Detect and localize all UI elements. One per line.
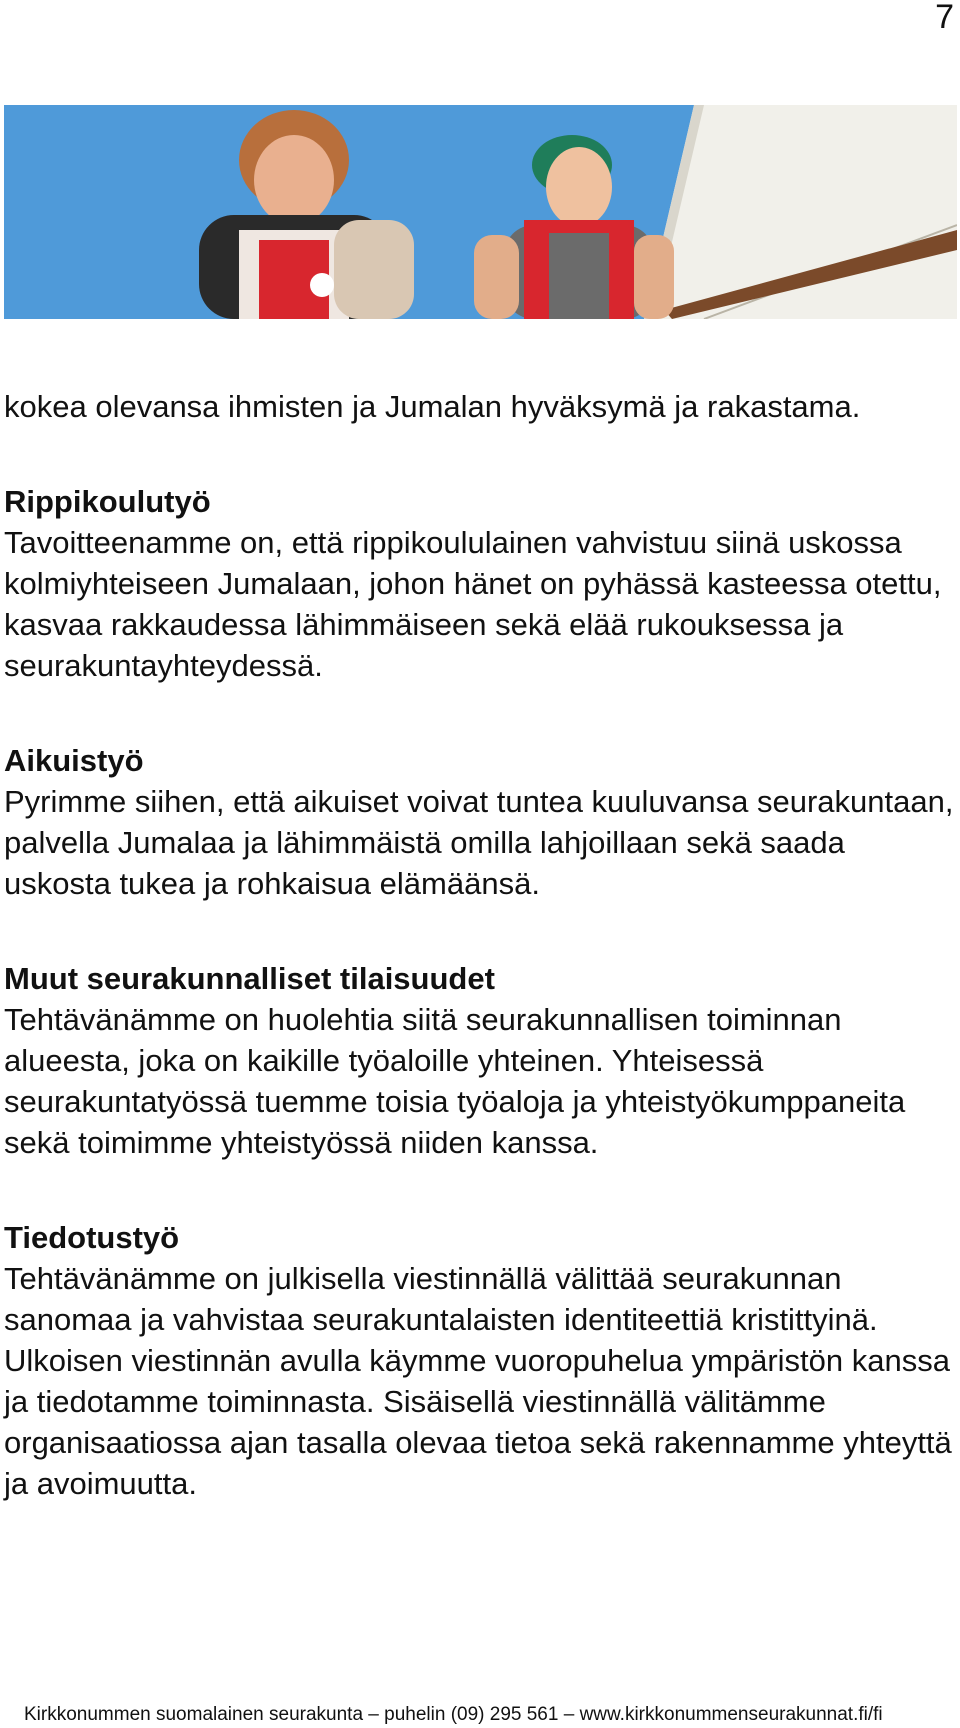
main-content <box>4 386 954 1504</box>
section-heading: Tiedotustyö <box>4 1220 180 1255</box>
section-body: Tehtävänämme on julkisella viestinnällä välittää seurakunnan sanomaa ja vahvistaa seurakuntalaisten identiteettiä kristittyinä. Ulkoisen viestinnän avulla käymme vuoropuhelua ympäristön kanssa ja tiedotamme toiminnasta. Sisäisellä viestinnällä välitämme organisaatiossa ajan tasalla olevaa tietoa sekä rakennamme yhteyttä ja avoimuutta. <box>4 1261 952 1501</box>
section-muut-tilaisuudet <box>4 958 954 1163</box>
section-aikuistyo <box>4 740 954 904</box>
section-heading: Muut seurakunnalliset tilaisuudet <box>4 961 495 996</box>
section-rippikoulutyo <box>4 481 954 686</box>
section-body: Tavoitteenamme on, että rippikoululainen vahvistuu siinä uskossa kolmiyhteiseen Jumalaan, johon hänet on pyhässä kasteessa otettu, kasvaa rakkaudessa lähimmäiseen sekä elää rukouksessa ja seurakuntayhteydessä. <box>4 525 942 683</box>
intro-paragraph: kokea olevansa ihmisten ja Jumalan hyväksymä ja rakastama. <box>4 389 861 424</box>
section-body: Pyrimme siihen, että aikuiset voivat tuntea kuuluvansa seurakuntaan, palvella Jumalaa ja lähimmäistä omilla lahjoillaan sekä saada uskosta tukea ja rohkaisua elämäänsä. <box>4 784 954 901</box>
section-heading: Aikuistyö <box>4 743 144 778</box>
section-tiedotustyo <box>4 1217 954 1504</box>
sailing-photo-illustration <box>4 105 957 319</box>
page-number: 7 <box>935 0 954 36</box>
sailing-photo <box>4 105 957 319</box>
page-footer: Kirkkonummen suomalainen seurakunta – puhelin (09) 295 561 – www.kirkkonummenseurakunnat.fi/fi <box>24 1704 883 1725</box>
section-body: Tehtävänämme on huolehtia siitä seurakunnallisen toiminnan alueesta, joka on kaikille työaloille yhteinen. Yhteisessä seurakuntatyössä tuemme toisia työaloja ja yhteistyökumppaneita sekä toimimme yhteistyössä niiden kanssa. <box>4 1002 906 1160</box>
section-heading: Rippikoulutyö <box>4 484 211 519</box>
